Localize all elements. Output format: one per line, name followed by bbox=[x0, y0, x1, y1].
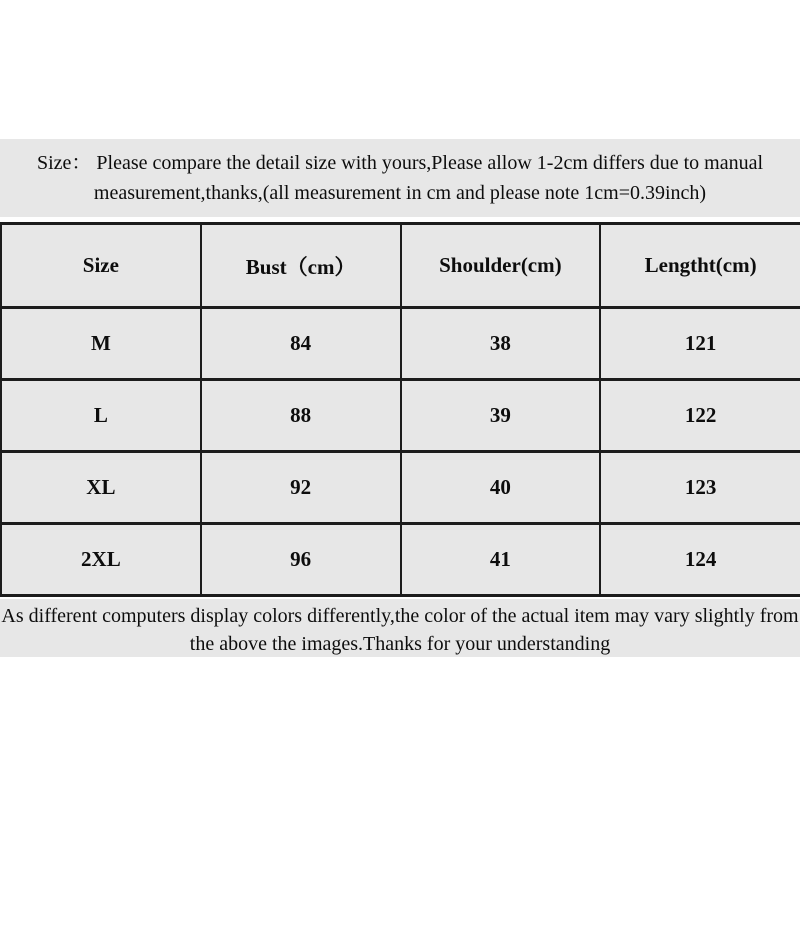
cell-size: L bbox=[1, 380, 201, 452]
color-disclaimer-line-1: As different computers display colors differently,the color of the actual item may vary slightly from bbox=[1, 605, 799, 627]
size-notice-line-1: Size： Please compare the detail size with yours,Please allow 1-2cm differs due to manual bbox=[36, 152, 764, 174]
column-header-shoulder: Shoulder(cm) bbox=[401, 224, 601, 308]
cell-bust: 92 bbox=[201, 452, 401, 524]
table-row-2xl bbox=[1, 524, 800, 596]
header-row bbox=[1, 224, 800, 308]
size-chart-header bbox=[1, 224, 800, 308]
size-chart-table bbox=[0, 222, 800, 597]
cell-length: 124 bbox=[600, 524, 800, 596]
cell-length: 123 bbox=[600, 452, 800, 524]
size-chart-body bbox=[1, 308, 800, 596]
table-row-l bbox=[1, 380, 800, 452]
cell-length: 122 bbox=[600, 380, 800, 452]
column-header-size: Size bbox=[1, 224, 201, 308]
column-header-length: Lengtht(cm) bbox=[600, 224, 800, 308]
size-measurement-notice bbox=[0, 139, 800, 217]
cell-bust: 96 bbox=[201, 524, 401, 596]
cell-shoulder: 40 bbox=[401, 452, 601, 524]
cell-length: 121 bbox=[600, 308, 800, 380]
cell-size: 2XL bbox=[1, 524, 201, 596]
table-row-m bbox=[1, 308, 800, 380]
color-disclaimer-line-2: the above the images.Thanks for your understanding bbox=[189, 633, 611, 655]
cell-shoulder: 41 bbox=[401, 524, 601, 596]
size-notice-line-2: measurement,thanks,(all measurement in cm and please note 1cm=0.39inch) bbox=[93, 182, 707, 204]
table-row-xl bbox=[1, 452, 800, 524]
cell-shoulder: 39 bbox=[401, 380, 601, 452]
cell-bust: 88 bbox=[201, 380, 401, 452]
cell-size: M bbox=[1, 308, 201, 380]
cell-bust: 84 bbox=[201, 308, 401, 380]
color-disclaimer-notice bbox=[0, 599, 800, 657]
cell-size: XL bbox=[1, 452, 201, 524]
column-header-bust: Bust（cm） bbox=[201, 224, 401, 308]
cell-shoulder: 38 bbox=[401, 308, 601, 380]
